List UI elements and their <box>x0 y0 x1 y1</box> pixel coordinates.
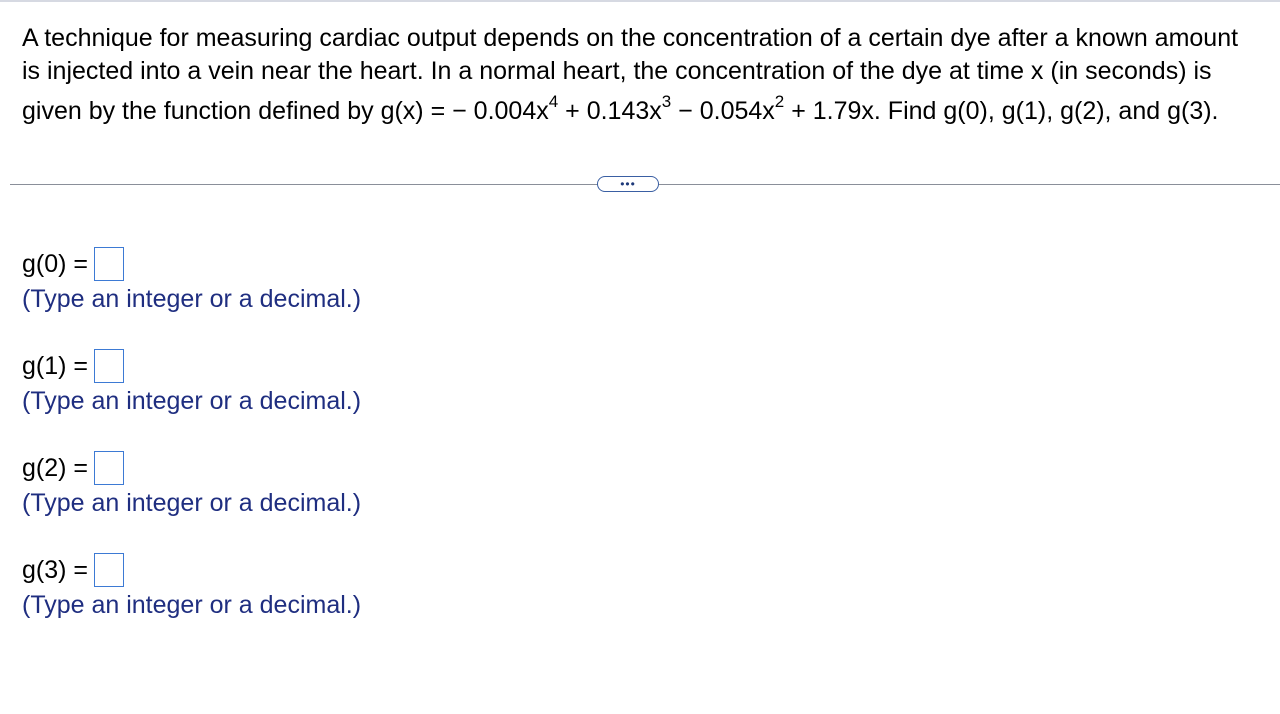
top-border <box>0 0 1280 2</box>
question-line-1: A technique for measuring cardiac output depends on the concentration of a certain dye after a known amount <box>22 24 1239 52</box>
answer-input-g0[interactable] <box>94 247 124 281</box>
answer-g1 <box>22 347 361 416</box>
exponent-3: 3 <box>661 91 672 111</box>
answer-label-g1: g(1) = <box>22 352 89 380</box>
answer-hint-g0: (Type an integer or a decimal.) <box>22 285 362 313</box>
expand-more-button[interactable]: ••• <box>597 176 659 192</box>
answer-hint-g1: (Type an integer or a decimal.) <box>22 387 362 415</box>
answer-label-g3: g(3) = <box>22 556 89 584</box>
answer-g2 <box>22 449 361 518</box>
question-line-3 <box>22 91 1280 128</box>
answer-label-g2: g(2) = <box>22 454 89 482</box>
answer-g3 <box>22 551 361 620</box>
answer-hint-g2: (Type an integer or a decimal.) <box>22 489 362 517</box>
question-line-2: is injected into a vein near the heart. In a normal heart, the concentration of the dye at time x (in seconds) is <box>22 57 1212 85</box>
answer-input-g3[interactable] <box>94 553 124 587</box>
answer-input-g2[interactable] <box>94 451 124 485</box>
answer-label-g0: g(0) = <box>22 250 89 278</box>
exponent-4: 4 <box>548 91 559 111</box>
question-text <box>22 22 1280 128</box>
function-term-3: − 0.054x <box>671 97 775 125</box>
function-prefix: given by the function defined by g(x) = − 0.004x <box>22 97 549 125</box>
answer-hint-g3: (Type an integer or a decimal.) <box>22 591 362 619</box>
function-suffix: + 1.79x. Find g(0), g(1), g(2), and g(3). <box>784 97 1219 125</box>
answer-input-g1[interactable] <box>94 349 124 383</box>
function-term-2: + 0.143x <box>558 97 662 125</box>
exponent-2: 2 <box>774 91 785 111</box>
answer-g0 <box>22 245 361 314</box>
